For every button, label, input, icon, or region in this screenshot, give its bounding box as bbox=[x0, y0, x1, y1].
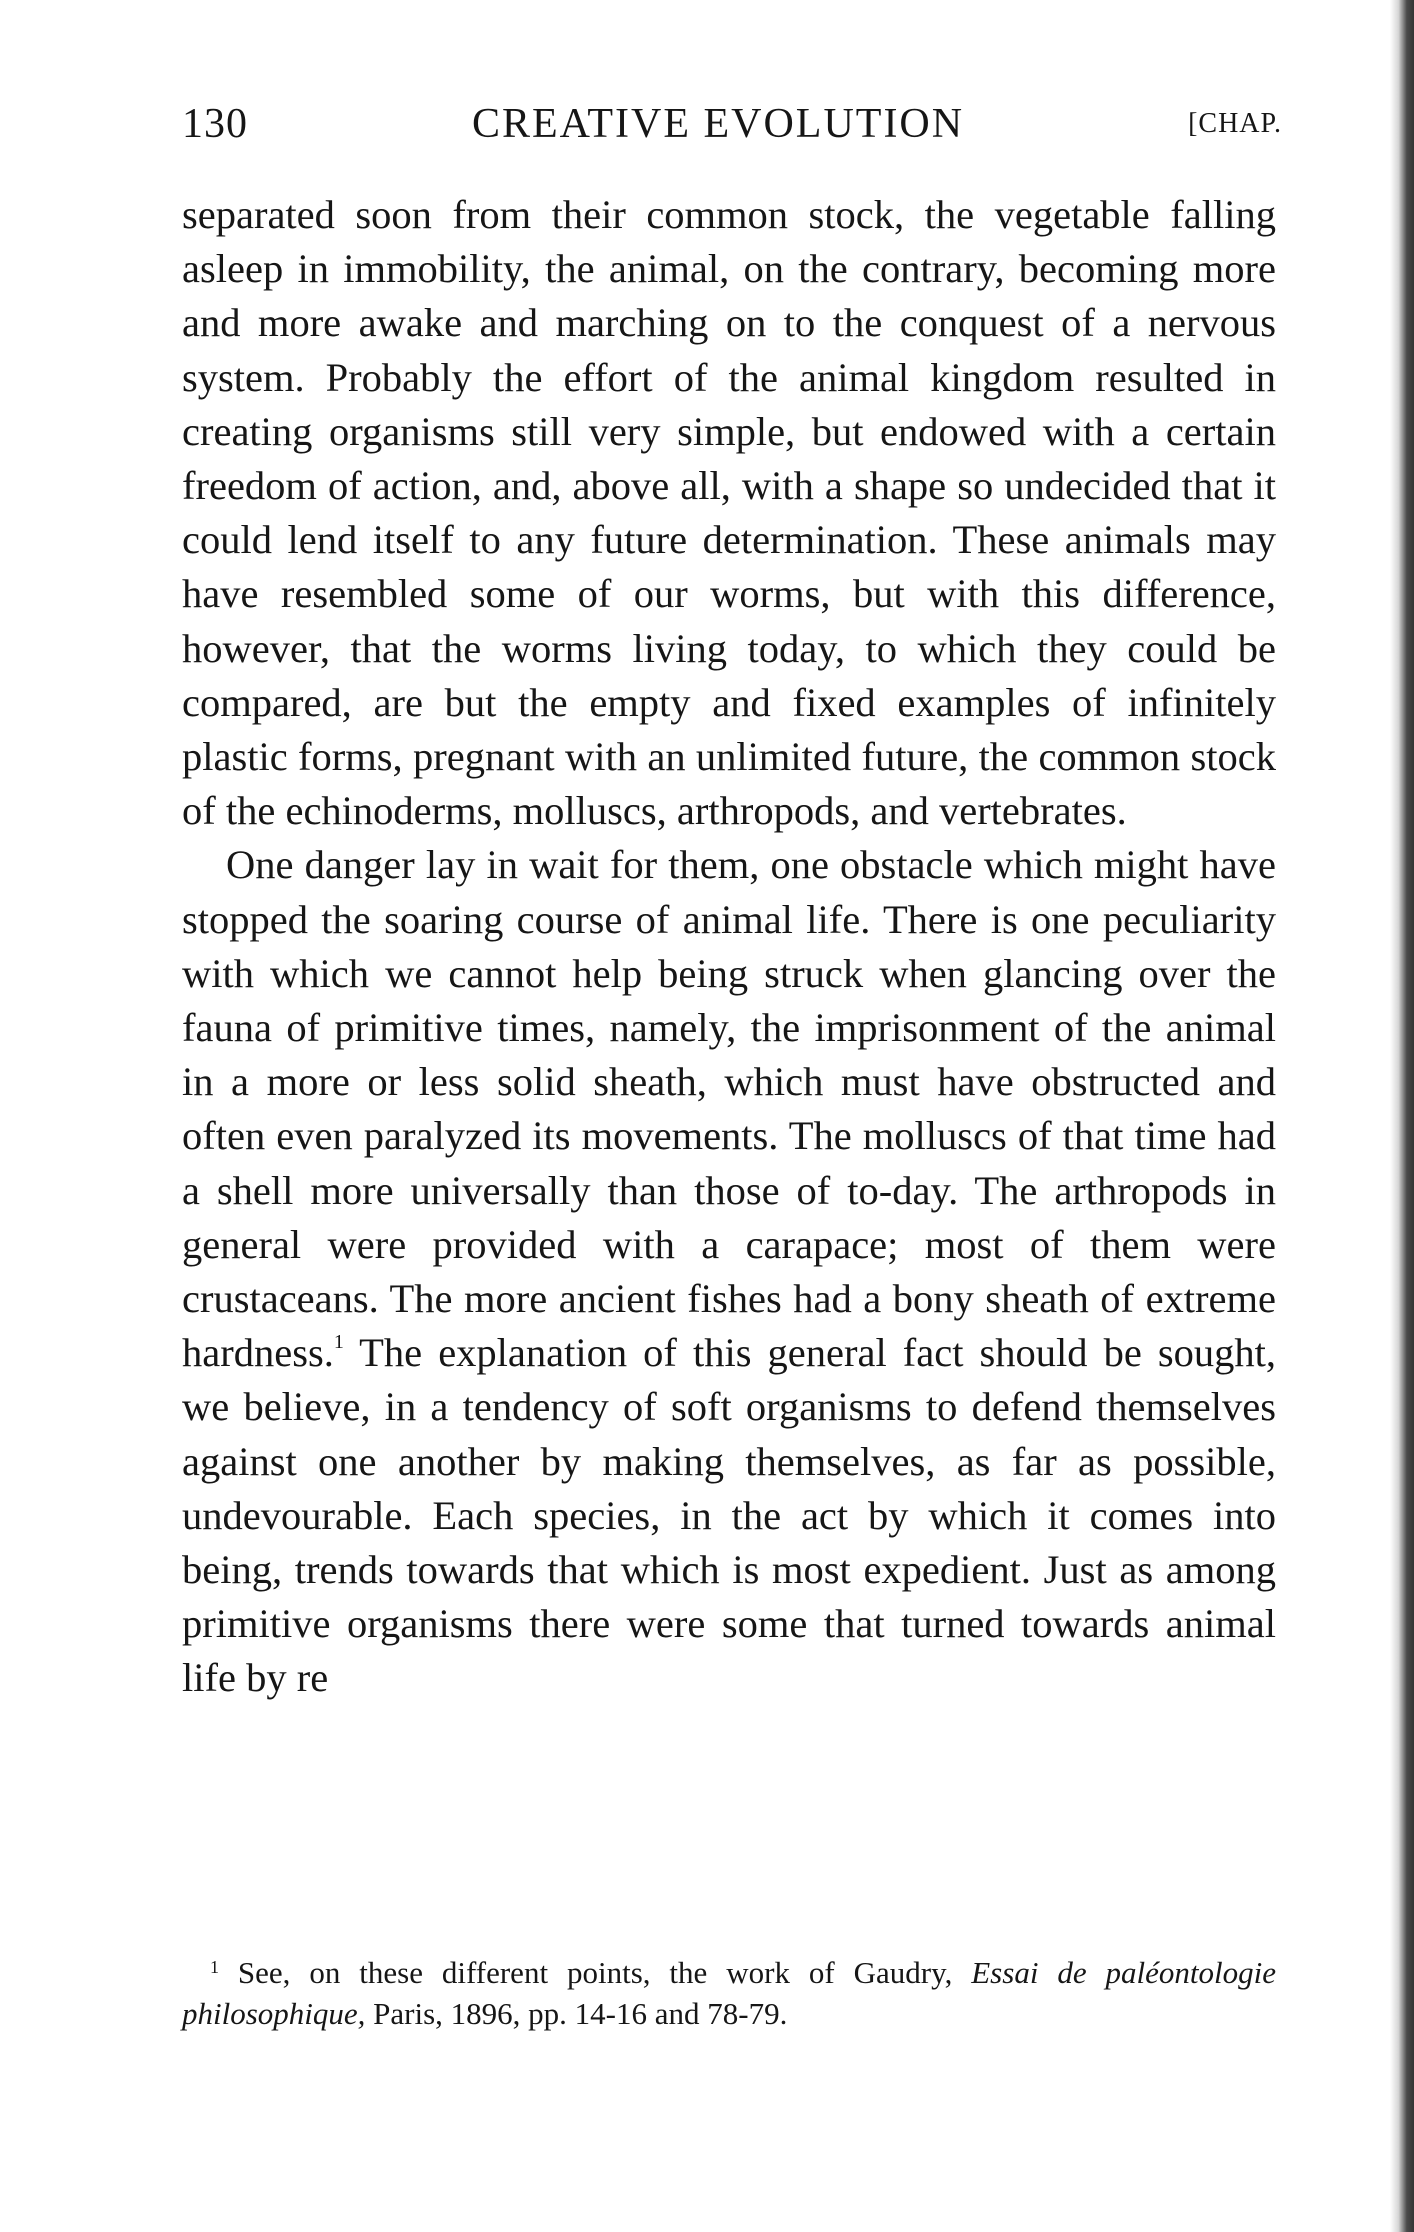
body-text bbox=[182, 188, 1276, 1706]
footnote bbox=[182, 1952, 1276, 2034]
footnote-marker: 1 bbox=[210, 1957, 219, 1977]
paragraph-2-part-2: The explanation of this general fact should be sought, we believe, in a tendency of soft organisms to defend themselves against one another by making themselves, as far as possible, undevourable. Each species, in the act by which it comes into being, trends towards that which is most expedient. Just as among primitive organisms there were some that turned towards animal life by re bbox=[182, 1330, 1276, 1701]
page-edge-shadow bbox=[1390, 0, 1414, 2232]
footnote-text-after: Paris, 1896, pp. 14-16 and 78-79. bbox=[365, 1996, 788, 2031]
chapter-mark: [CHAP. bbox=[1188, 108, 1282, 139]
footnote-text-before: See, on these different points, the work of Gaudry, bbox=[219, 1955, 972, 1990]
footnote-reference[interactable]: 1 bbox=[333, 1331, 344, 1354]
page-header bbox=[182, 100, 1292, 160]
paragraph-1: separated soon from their common stock, the vegetable falling asleep in immobility, the animal, on the contrary, becoming more and more awake and marching on to the conquest of a nervous system. Probably the effort of the animal kingdom resulted in creating organisms still very simple, but endowed with a certain freedom of action, and, above all, with a shape so undecided that it could lend itself to any future determination. These animals may have resembled some of our worms, but with this difference, however, that the worms living today, to which they could be compared, are but the empty and fixed examples of infinitely plastic forms, pregnant with an unlimited future, the common stock of the echinoderms, molluscs, arthropods, and vertebrates. bbox=[182, 192, 1276, 834]
running-title: CREATIVE EVOLUTION bbox=[472, 101, 965, 147]
page-number: 130 bbox=[182, 101, 248, 147]
footnote-cited-title: Essai de paléontologie philosophique, bbox=[182, 1955, 1277, 2031]
paragraph-2 bbox=[182, 838, 1276, 1705]
paragraph-2-part-1: One danger lay in wait for them, one obstacle which might have stopped the soaring course of animal life. There is one peculiarity with which we cannot help being struck when glancing over the fauna of primitive times, namely, the imprisonment of the animal in a more or less solid sheath, which must have obstructed and often even paralyzed its movements. The molluscs of that time had a shell more universally than those of to-day. The arthropods in general were provided with a carapace; most of them were crustaceans. The more ancient fishes had a bony sheath of extreme hardness. bbox=[182, 842, 1276, 1376]
